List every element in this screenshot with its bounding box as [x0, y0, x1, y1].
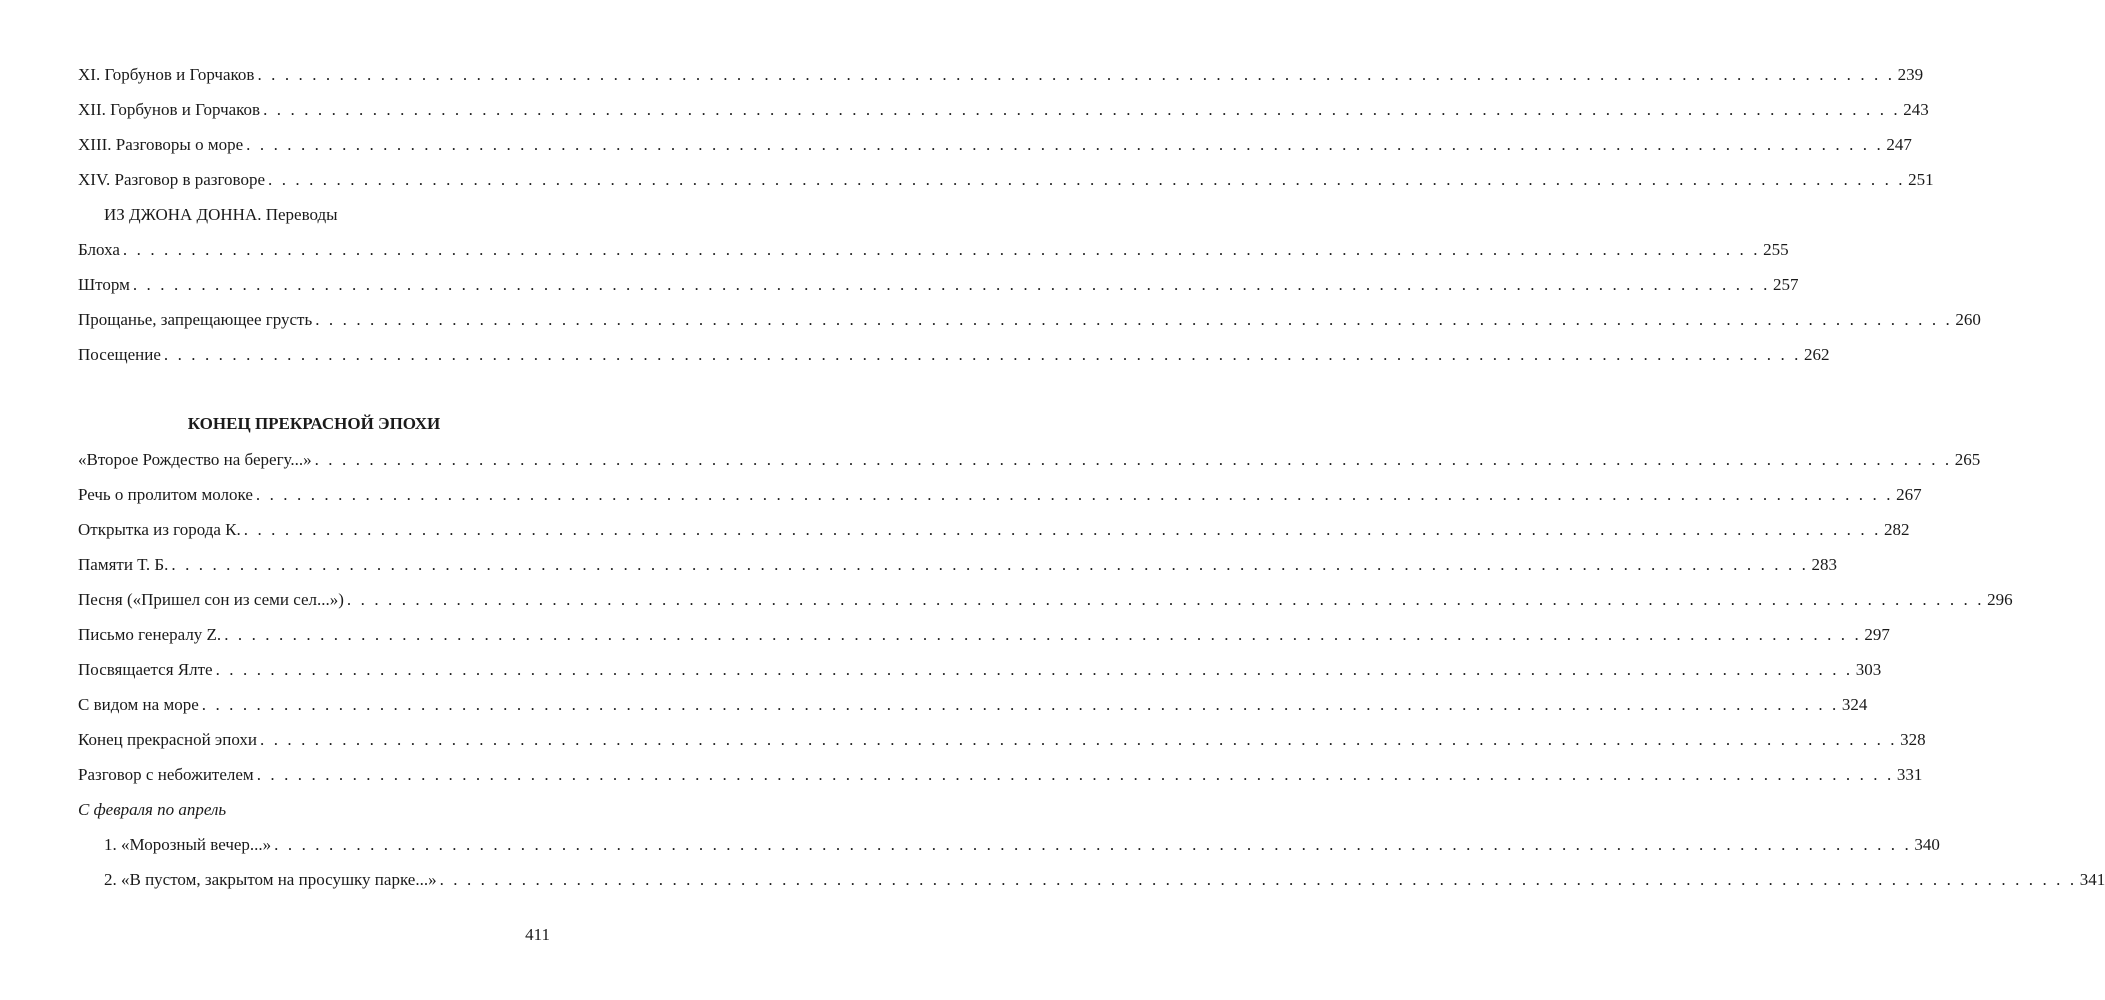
dot-leader: . . . . . . . . . . . . . . . . . . . . . . . . . . . . . . . . . . . . . . . . . . . . . . . . . . . . . . . . . . . . . . . . . . . . . . . . . . . . . . . . . . . . . . . . . . . . . . . . . . . . . . . . . . . . . . . . . . . . . . . . [201, 694, 1839, 714]
dot-leader: . . . . . . . . . . . . . . . . . . . . . . . . . . . . . . . . . . . . . . . . . . . . . . . . . . . . . . . . . . . . . . . . . . . . . . . . . . . . . . . . . . . . . . . . . . . . . . . . . . . . . . . . . . . . . . . . . . . . . . . . [257, 64, 1895, 84]
entry-title: 1. «Морозный вечер...» [104, 834, 272, 854]
entry-title: XIV. Разговор в разговоре [78, 169, 265, 189]
entry-page: 283 [1811, 554, 1838, 574]
heading-title: ИЗ ДЖОНА ДОННА. Переводы [104, 204, 338, 224]
dot-leader: . . . . . . . . . . . . . . . . . . . . . . . . . . . . . . . . . . . . . . . . . . . . . . . . . . . . . . . . . . . . . . . . . . . . . . . . . . . . . . . . . . . . . . . . . . . . . . . . . . . . . . . . . . . . . . . . . . . . . . . . [243, 519, 1881, 539]
entry-page: 247 [1886, 134, 1912, 154]
page-number: 411 [525, 925, 550, 944]
toc-entry [78, 267, 1799, 302]
toc-entry [78, 442, 1981, 477]
dot-leader: . . . . . . . . . . . . . . . . . . . . . . . . . . . . . . . . . . . . . . . . . . . . . . . . . . . . . . . . . . . . . . . . . . . . . . . . . . . . . . . . . . . . . . . . . . . . . . . . . . . . . . . . . . . . . . . . . . . . . . . . [315, 309, 1953, 329]
entry-title: Разговор с небожителем [78, 764, 254, 784]
dot-leader: . . . . . . . . . . . . . . . . . . . . . . . . . . . . . . . . . . . . . . . . . . . . . . . . . . . . . . . . . . . . . . . . . . . . . . . . . . . . . . . . . . . . . . . . . . . . . . . . . . . . . . . . . . . . . . . . . . . . . . . . [163, 344, 1802, 364]
toc-entry [78, 232, 1789, 267]
section-heading [78, 372, 550, 442]
entry-title: Памяти Т. Б. [78, 554, 169, 574]
entry-page: 257 [1773, 274, 1799, 294]
dot-leader: . . . . . . . . . . . . . . . . . . . . . . . . . . . . . . . . . . . . . . . . . . . . . . . . . . . . . . . . . . . . . . . . . . . . . . . . . . . . . . . . . . . . . . . . . . . . . . . . . . . . . . . . . . . . . . . . . . . . . . . . [132, 274, 1771, 294]
entry-page: 296 [1987, 589, 2013, 609]
dot-leader: . . . . . . . . . . . . . . . . . . . . . . . . . . . . . . . . . . . . . . . . . . . . . . . . . . . . . . . . . . . . . . . . . . . . . . . . . . . . . . . . . . . . . . . . . . . . . . . . . . . . . . . . . . . . . . . . . . . . . . . . [224, 624, 1862, 644]
subsection-heading [78, 792, 550, 827]
entry-page: 255 [1763, 239, 1789, 259]
dot-leader: . . . . . . . . . . . . . . . . . . . . . . . . . . . . . . . . . . . . . . . . . . . . . . . . . . . . . . . . . . . . . . . . . . . . . . . . . . . . . . . . . . . . . . . . . . . . . . . . . . . . . . . . . . . . . . . . . . . . . . . . [171, 554, 1809, 574]
toc-entry [78, 92, 1929, 127]
entry-title: Посещение [78, 344, 161, 364]
entry-page: 243 [1903, 99, 1929, 119]
toc-entry [78, 512, 1910, 547]
toc-entry [78, 827, 1940, 862]
entry-title: Открытка из города К. [78, 519, 241, 539]
dot-leader: . . . . . . . . . . . . . . . . . . . . . . . . . . . . . . . . . . . . . . . . . . . . . . . . . . . . . . . . . . . . . . . . . . . . . . . . . . . . . . . . . . . . . . . . . . . . . . . . . . . . . . . . . . . . . . . . . . . . . . . . [122, 239, 1761, 259]
entry-title: Прощанье, запрещающее грусть [78, 309, 313, 329]
heading-title: С февраля по апрель [78, 799, 227, 819]
toc-entry [78, 302, 1981, 337]
entry-page: 282 [1883, 519, 1910, 539]
toc-entry [78, 547, 1838, 582]
toc-entry [78, 127, 1912, 162]
entry-title: «Второе Рождество на берегу...» [78, 449, 312, 469]
entry-page: 239 [1897, 64, 1924, 84]
entry-page: 331 [1896, 764, 1923, 784]
toc-entry [78, 337, 1830, 372]
dot-leader: . . . . . . . . . . . . . . . . . . . . . . . . . . . . . . . . . . . . . . . . . . . . . . . . . . . . . . . . . . . . . . . . . . . . . . . . . . . . . . . . . . . . . . . . . . . . . . . . . . . . . . . . . . . . . . . . . . . . . . . . [314, 449, 1952, 469]
entry-title: Блоха [78, 239, 120, 259]
heading-title: КОНЕЦ ПРЕКРАСНОЙ ЭПОХИ [187, 414, 441, 433]
dot-leader: . . . . . . . . . . . . . . . . . . . . . . . . . . . . . . . . . . . . . . . . . . . . . . . . . . . . . . . . . . . . . . . . . . . . . . . . . . . . . . . . . . . . . . . . . . . . . . . . . . . . . . . . . . . . . . . . . . . . . . . . [255, 484, 1894, 504]
entry-title: XIII. Разговоры о море [78, 134, 244, 154]
entry-page: 303 [1855, 659, 1882, 679]
subsection-heading [78, 197, 550, 232]
entry-page: 262 [1804, 344, 1830, 364]
toc-entry [78, 757, 1923, 792]
dot-leader: . . . . . . . . . . . . . . . . . . . . . . . . . . . . . . . . . . . . . . . . . . . . . . . . . . . . . . . . . . . . . . . . . . . . . . . . . . . . . . . . . . . . . . . . . . . . . . . . . . . . . . . . . . . . . . . . . . . . . . . . [263, 99, 1901, 119]
entry-page: 328 [1900, 729, 1926, 749]
entry-title: Речь о пролитом молоке [78, 484, 253, 504]
dot-leader: . . . . . . . . . . . . . . . . . . . . . . . . . . . . . . . . . . . . . . . . . . . . . . . . . . . . . . . . . . . . . . . . . . . . . . . . . . . . . . . . . . . . . . . . . . . . . . . . . . . . . . . . . . . . . . . . . . . . . . . . [346, 589, 1985, 609]
entry-title: Шторм [78, 274, 130, 294]
toc-entry [78, 617, 1890, 652]
dot-leader: . . . . . . . . . . . . . . . . . . . . . . . . . . . . . . . . . . . . . . . . . . . . . . . . . . . . . . . . . . . . . . . . . . . . . . . . . . . . . . . . . . . . . . . . . . . . . . . . . . . . . . . . . . . . . . . . . . . . . . . . [215, 659, 1853, 679]
entry-title: Письмо генералу Z. [78, 624, 222, 644]
entry-title: 2. «В пустом, закрытом на просушку парке...» [104, 869, 437, 889]
dot-leader: . . . . . . . . . . . . . . . . . . . . . . . . . . . . . . . . . . . . . . . . . . . . . . . . . . . . . . . . . . . . . . . . . . . . . . . . . . . . . . . . . . . . . . . . . . . . . . . . . . . . . . . . . . . . . . . . . . . . . . . . [268, 169, 1906, 189]
toc-entry [78, 57, 1924, 92]
toc-entry [78, 477, 1922, 512]
entry-page: 260 [1955, 309, 1981, 329]
entry-title: XI. Горбунов и Горчаков [78, 64, 255, 84]
table-of-contents [78, 57, 2105, 897]
entry-page: 297 [1864, 624, 1890, 644]
entry-title: Посвящается Ялте [78, 659, 213, 679]
dot-leader: . . . . . . . . . . . . . . . . . . . . . . . . . . . . . . . . . . . . . . . . . . . . . . . . . . . . . . . . . . . . . . . . . . . . . . . . . . . . . . . . . . . . . . . . . . . . . . . . . . . . . . . . . . . . . . . . . . . . . . . . [246, 134, 1884, 154]
entry-page: 341 [2079, 869, 2105, 889]
entry-title: Песня («Пришел сон из семи сел...») [78, 589, 344, 609]
entry-title: Конец прекрасной эпохи [78, 729, 257, 749]
dot-leader: . . . . . . . . . . . . . . . . . . . . . . . . . . . . . . . . . . . . . . . . . . . . . . . . . . . . . . . . . . . . . . . . . . . . . . . . . . . . . . . . . . . . . . . . . . . . . . . . . . . . . . . . . . . . . . . . . . . . . . . . [439, 869, 2077, 889]
toc-entry [78, 652, 1882, 687]
toc-entry [78, 687, 1868, 722]
entry-page: 265 [1954, 449, 1981, 469]
entry-title: С видом на море [78, 694, 199, 714]
entry-page: 267 [1896, 484, 1922, 504]
dot-leader: . . . . . . . . . . . . . . . . . . . . . . . . . . . . . . . . . . . . . . . . . . . . . . . . . . . . . . . . . . . . . . . . . . . . . . . . . . . . . . . . . . . . . . . . . . . . . . . . . . . . . . . . . . . . . . . . . . . . . . . . [274, 834, 1912, 854]
toc-entry [78, 162, 1934, 197]
entry-page: 251 [1908, 169, 1934, 189]
toc-entry [78, 722, 1926, 757]
dot-leader: . . . . . . . . . . . . . . . . . . . . . . . . . . . . . . . . . . . . . . . . . . . . . . . . . . . . . . . . . . . . . . . . . . . . . . . . . . . . . . . . . . . . . . . . . . . . . . . . . . . . . . . . . . . . . . . . . . . . . . . . [260, 729, 1898, 749]
entry-page: 340 [1914, 834, 1940, 854]
dot-leader: . . . . . . . . . . . . . . . . . . . . . . . . . . . . . . . . . . . . . . . . . . . . . . . . . . . . . . . . . . . . . . . . . . . . . . . . . . . . . . . . . . . . . . . . . . . . . . . . . . . . . . . . . . . . . . . . . . . . . . . . [256, 764, 1894, 784]
toc-entry [78, 582, 2013, 617]
toc-entry [78, 862, 2105, 897]
entry-title: XII. Горбунов и Горчаков [78, 99, 261, 119]
entry-page: 324 [1841, 694, 1868, 714]
